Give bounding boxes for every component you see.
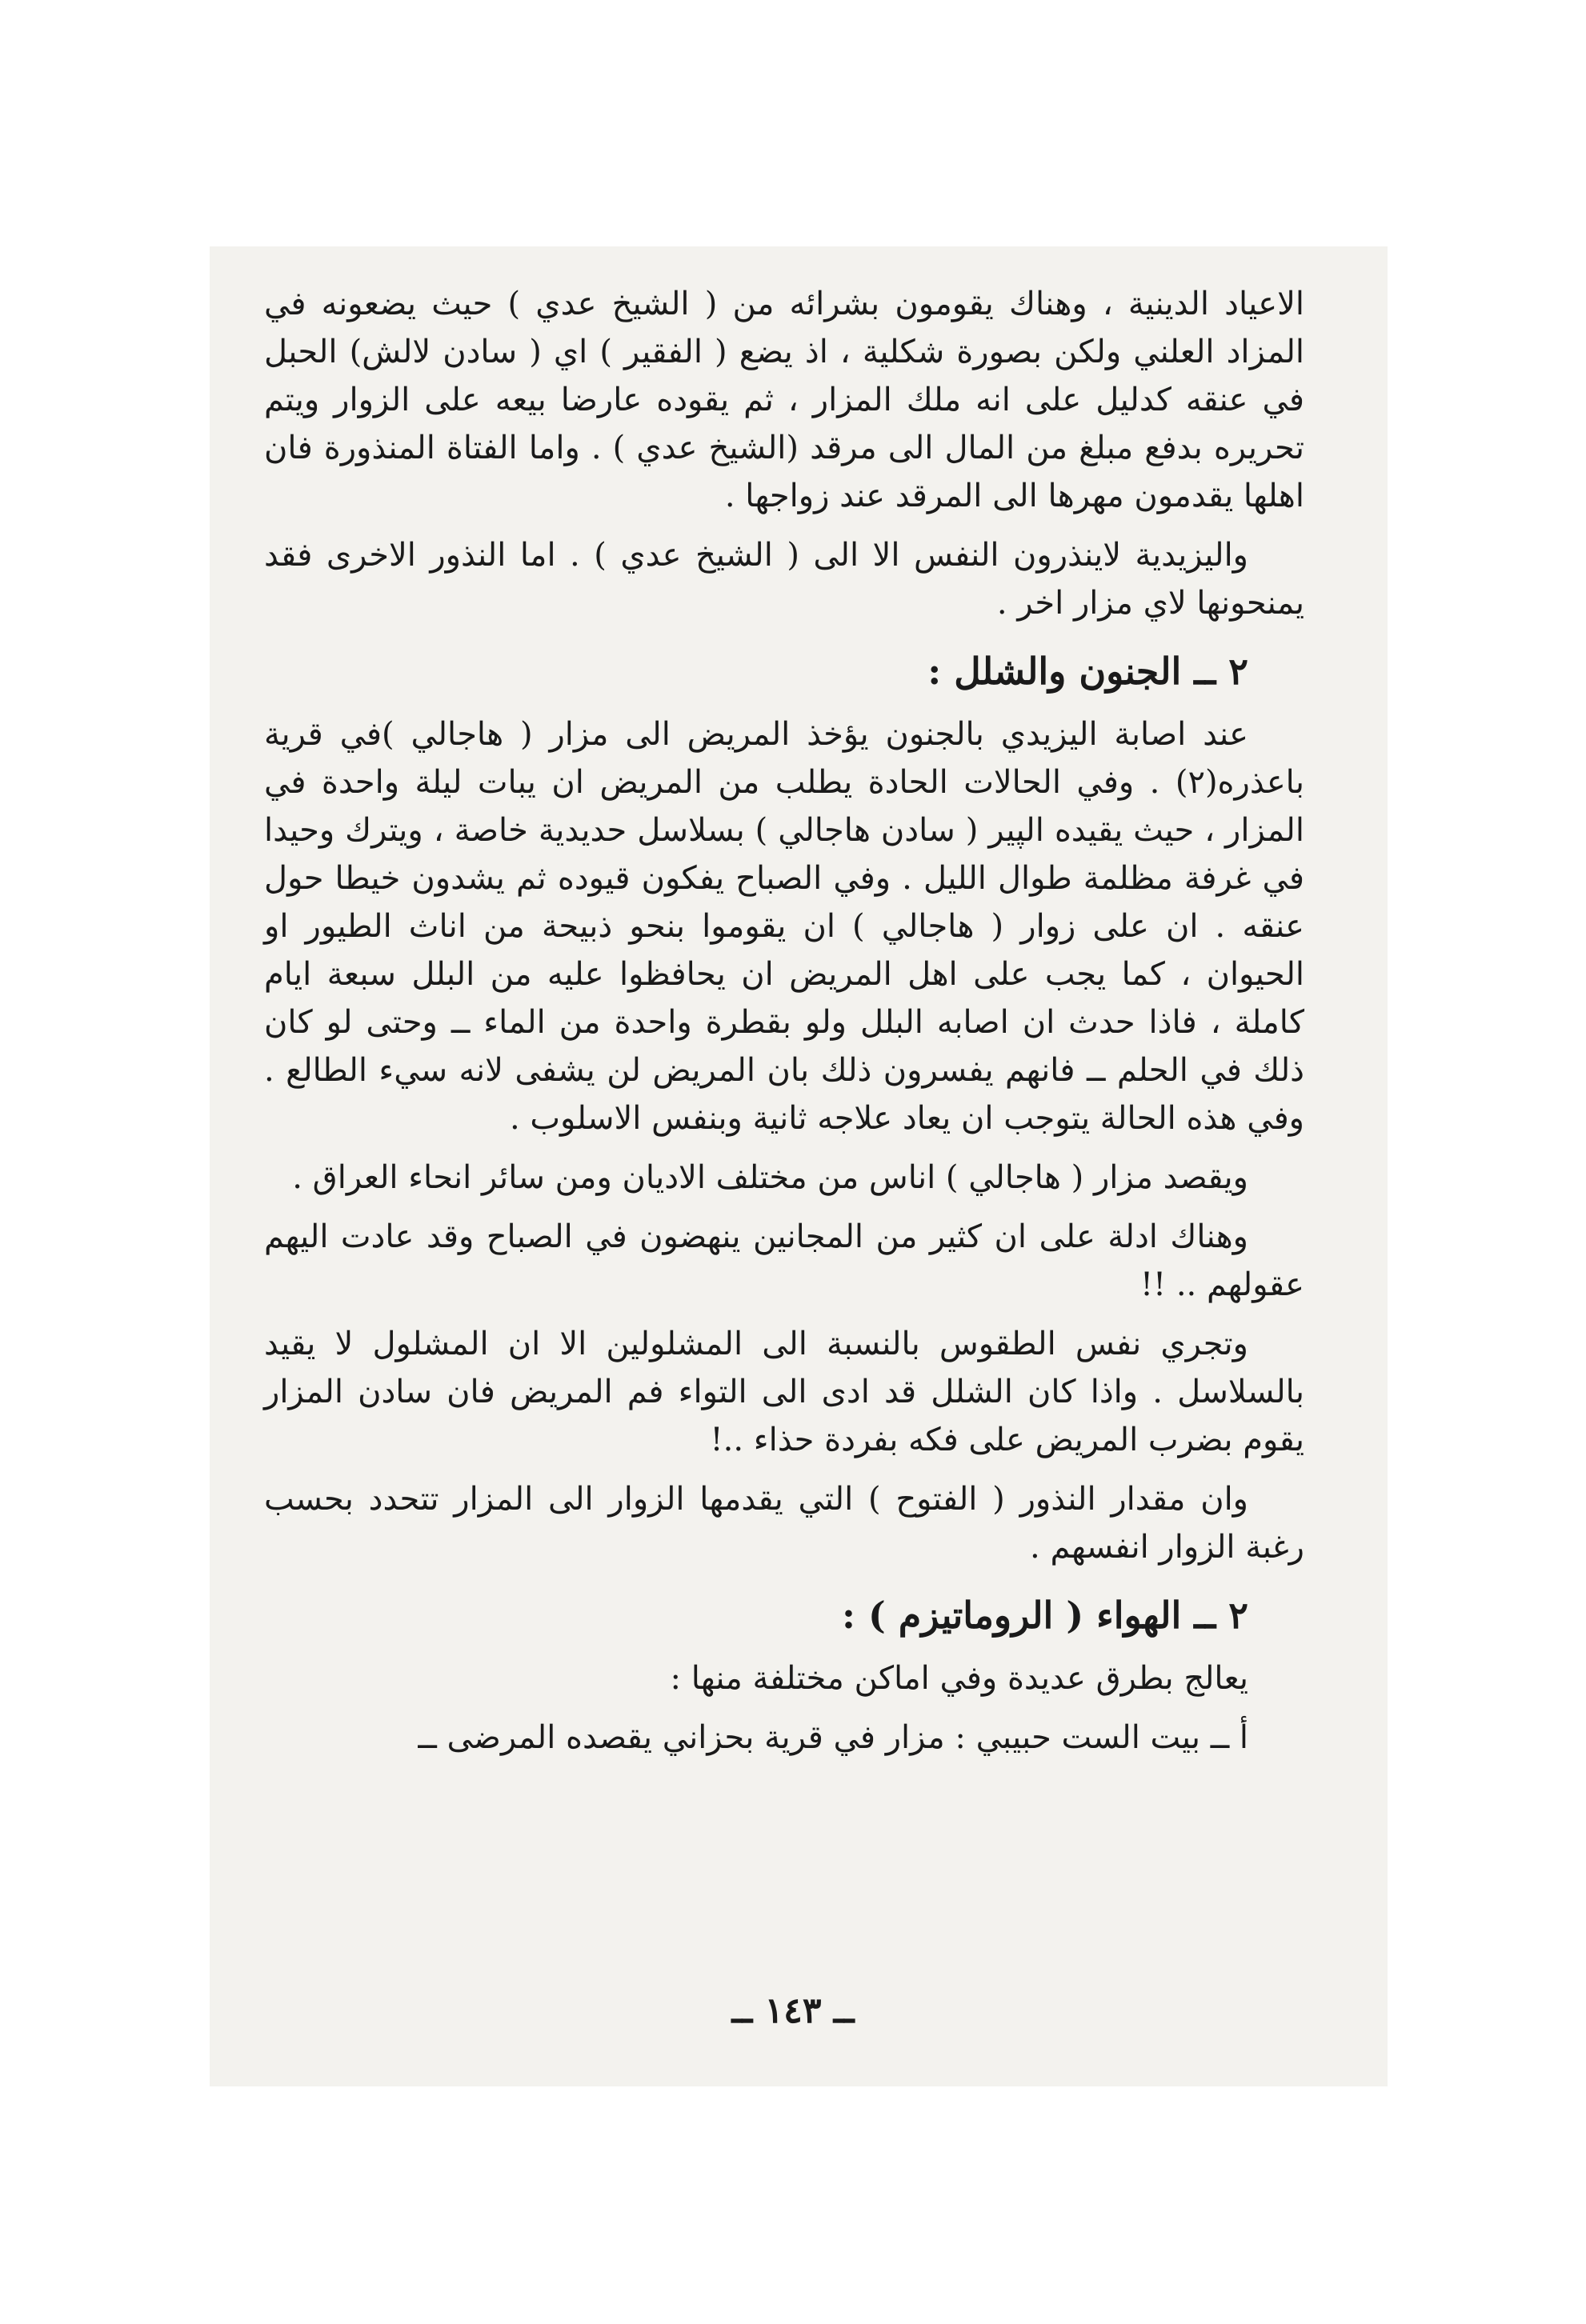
- paragraph-4: ويقصد مزار ( هاجالي ) اناس من مختلف الاديان ومن سائر انحاء العراق .: [292, 1159, 1248, 1196]
- page-number: ــ ١٤٣ ــ: [731, 1990, 855, 2031]
- line: في المزاد العلني ولكن بصورة شكلية ، اذ يضع ( الفقير ) اي ( سادن لالش): [264, 286, 1304, 370]
- body-text: [264, 280, 1304, 1773]
- paragraph-8: يعالج بطرق عديدة وفي اماكن مختلفة منها :: [670, 1660, 1248, 1697]
- paragraph-3: عند اصابة اليزيدي بالجنون يؤخذ المريض الى مزار ( هاجالي )في قرية باعذره(٢) . وفي الحالات الحادة يطلب من المريض ان يبات ليلة واحدة في المزار ، حيث يقيده الپير ( سادن هاجالي ) بسلاسل حديدية خاصة ، ويترك وحيدا في غرفة مظلمة طوال الليل . وفي الصباح يفكون قيوده ثم يشدون خيطا حول عنقه . ان على زوار ( هاجالي ) ان يقوموا بنحو ذبيحة من اناث الطيور او الحيوان ، كما يجب على اهل المريض ان يحافظوا عليه من البلل سبعة ايام كاملة ، فاذا حدث ان اصابه البلل ولو بقطرة واحدة من الماء ــ وحتى لو كان ذلك في الحلم ــ فانهم يفسرون ذلك بان المريض لن يشفى لانه سيء الطالع . وفي هذه الحالة يتوجب ان يعاد علاجه ثانية وبنفس الاسلوب .: [264, 716, 1304, 1137]
- line: الحبل في عنقه كدليل على انه ملك المزار ، ثم يقوده عارضا بيعه على الزوار: [264, 334, 1305, 418]
- paragraph-5: وهناك ادلة على ان كثير من المجانين ينهضون في الصباح وقد عادت اليهم عقولهم .. !!: [264, 1218, 1304, 1303]
- line: المنذورة فان اهلها يقدمون مهرها الى المرقد عند زواجها .: [264, 430, 1304, 514]
- section-heading-madness: ٢ ــ الجنون والشلل :: [927, 650, 1248, 693]
- paragraph-6: وتجري نفس الطقوس بالنسبة الى المشلولين الا ان المشلول لا يقيد بالسلاسل . واذا كان الشلل قد ادى الى التواء فم المريض فان سادن المزار يقوم بضرب المريض على فكه بفردة حذاء ..!: [264, 1326, 1304, 1458]
- line: ويتم تحريره بدفع مبلغ من المال الى مرقد (الشيخ عدي ) . واما الفتاة: [264, 382, 1305, 466]
- paragraph-2: واليزيدية لاينذرون النفس الا الى ( الشيخ عدي ) . اما النذور الاخرى فقد يمنحونها لاي مزار اخر .: [264, 537, 1304, 622]
- paragraph-9: أ ــ بيت الست حبيبي : مزار في قرية بحزاني يقصده المرضى ــ: [418, 1719, 1248, 1756]
- section-heading-rheumatism: ٢ ــ الهواء ( الروماتيزم ) :: [841, 1594, 1248, 1637]
- paragraph-1: [264, 280, 1304, 520]
- paragraph-7: وان مقدار النذور ( الفتوح ) التي يقدمها الزوار الى المزار تتحدد بحسب رغبة الزوار انفسهم .: [264, 1481, 1304, 1566]
- line: الاعياد الدينية ، وهناك يقومون بشرائه من ( الشيخ عدي ) حيث يضعونه: [321, 286, 1304, 322]
